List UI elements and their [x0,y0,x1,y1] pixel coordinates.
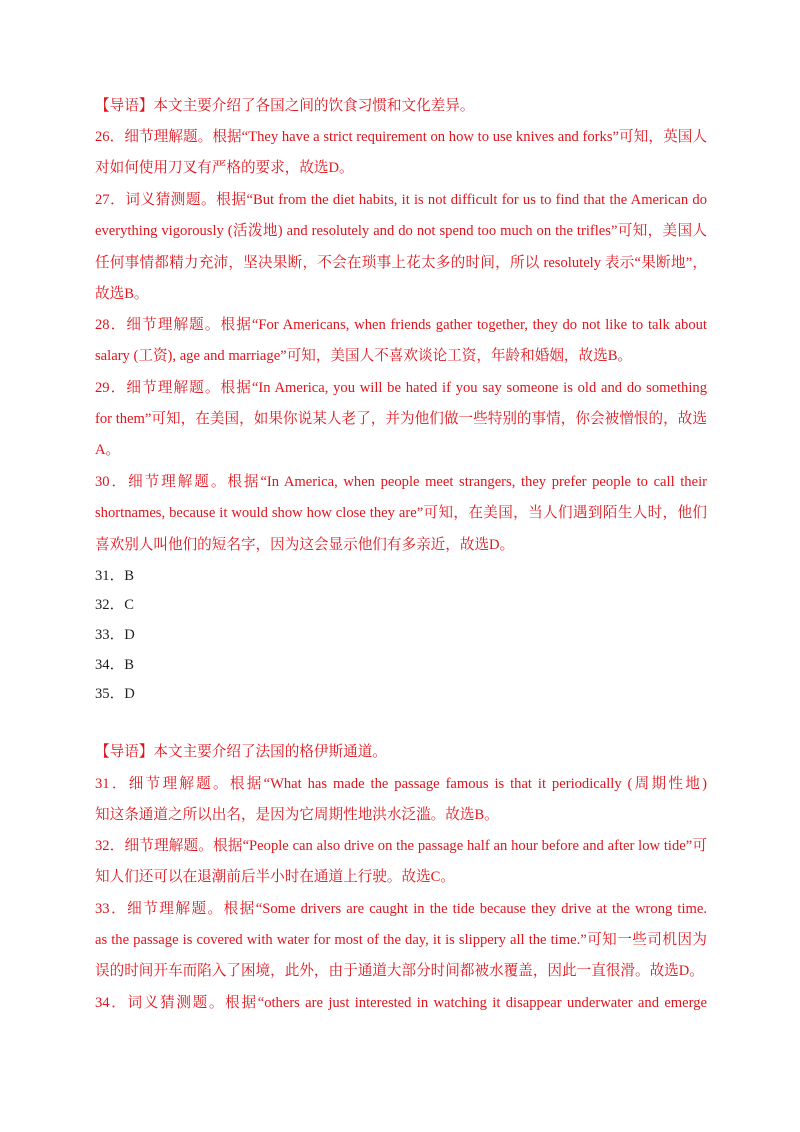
q30-line3: 喜欢别人叫他们的短名字，因为这会显示他们有多亲近，故选D。 [95,537,515,553]
q27-line2: everything vigorously (活泼地) and resolutely and do not spend too much on the trifles”可知，美国人 [95,223,707,239]
section2-intro: 【导语】本文主要介绍了法国的格伊斯通道。 [95,744,387,760]
q34-line1: 34．词义猜测题。根据“others are just interested in watching it disappear underwater and emerge [95,995,707,1011]
q33-line3: 误的时间开车而陷入了困境，此外，由于通道大部分时间都被水覆盖，因此一直很滑。故选D。 [95,963,704,979]
q28-line1: 28．细节理解题。根据“For Americans, when friends gather together, they do not like to talk about [95,317,707,333]
answer-item: 32．C [95,597,134,613]
q31-line2: 知这条通道之所以出名，是因为它周期性地洪水泛滥。故选B。 [95,807,499,823]
q27-line1: 27．词义猜测题。根据“But from the diet habits, it is not difficult for us to find that the American do [95,192,707,208]
answer-item: 33．D [95,627,135,643]
answer-item: 34．B [95,657,134,673]
q28-line2: salary (工资), age and marriage”可知，美国人不喜欢谈论工资，年龄和婚姻，故选B。 [95,348,633,364]
answer-item: 31．B [95,568,134,584]
section1-intro: 【导语】本文主要介绍了各国之间的饮食习惯和文化差异。 [95,98,475,114]
answer-item: 35．D [95,686,135,702]
q27-line4: 故选B。 [95,286,149,302]
q32-line2: 知人们还可以在退潮前后半小时在通道上行驶。故选C。 [95,869,455,885]
q30-line2: shortnames, because it would show how close they are”可知，在美国，当人们遇到陌生人时，他们 [95,505,707,521]
q26-line2: 对如何使用刀叉有严格的要求，故选D。 [95,160,354,176]
q29-line1: 29．细节理解题。根据“In America, you will be hated if you say someone is old and do something [95,380,707,396]
q30-line1: 30．细节理解题。根据“In America, when people meet strangers, they prefer people to call their [95,474,707,490]
q27-line3: 任何事情都精力充沛，坚决果断，不会在琐事上花太多的时间，所以 resolutely 表示“果断地”， [95,255,707,271]
q33-line2: as the passage is covered with water for most of the day, it is slippery all the time.”可知一些司机因为 [95,932,707,948]
q31-line1: 31．细节理解题。根据“What has made the passage famous is that it periodically (周期性地) [95,776,707,792]
q33-line1: 33．细节理解题。根据“Some drivers are caught in the tide because they drive at the wrong time. [95,901,707,917]
q29-line3: A。 [95,442,121,458]
q26-line1: 26．细节理解题。根据“They have a strict requirement on how to use knives and forks”可知，英国人 [95,129,707,145]
q29-line2: for them”可知，在美国，如果你说某人老了，并为他们做一些特别的事情，你会被憎恨的，故选 [95,411,707,427]
q32-line1: 32．细节理解题。根据“People can also drive on the passage half an hour before and after low tide”可 [95,838,707,854]
